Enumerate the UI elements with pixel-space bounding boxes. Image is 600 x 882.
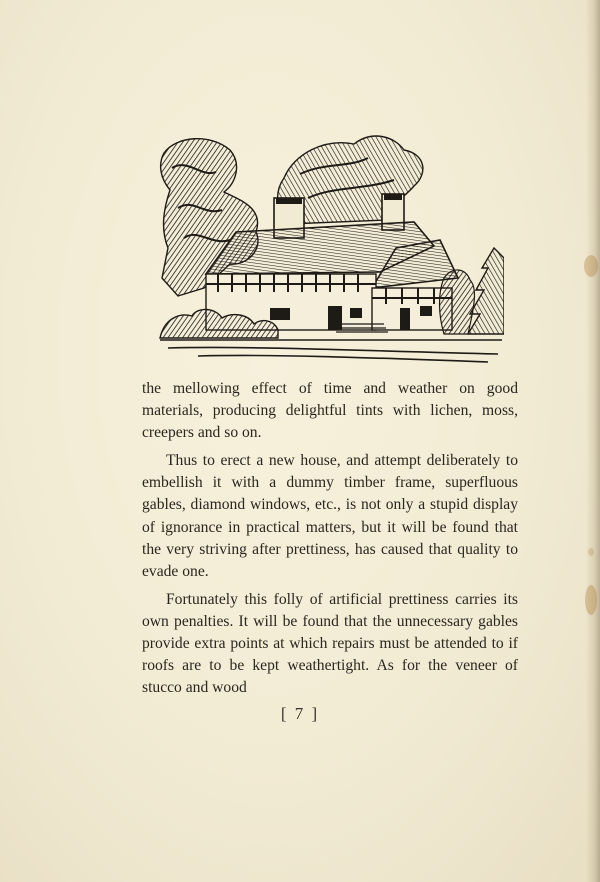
- window: [420, 306, 432, 316]
- shrub: [440, 270, 475, 334]
- page-number: [ 7 ]: [280, 704, 320, 723]
- cottage-illustration: [158, 128, 504, 364]
- door: [400, 308, 410, 330]
- paragraph: Thus to erect a new house, and attempt deliberately to embellish it with a dummy timber frame, superfluous gables, diamond windows, etc., is not only a stupid display of ignorance in practical matters, but it will be found that the very striving after prettiness, has caused that quality to evade one.: [142, 452, 518, 580]
- page-edge-shadow: [586, 0, 600, 882]
- paragraph: Fortunately this folly of artificial prettiness carries its own penalties. It will be found that the unnecessary gables provide extra points at which repairs must be attended to if roofs are to be kept weathertight. As for the veneer of stucco and wood: [142, 590, 518, 697]
- door: [328, 306, 342, 330]
- paragraph: the mellowing effect of time and weather on good materials, producing delightful tints with lichen, moss, creepers and so on.: [142, 380, 518, 442]
- window: [350, 308, 362, 318]
- body-text: [142, 378, 518, 699]
- paper-stain: [585, 585, 597, 615]
- window: [270, 308, 290, 320]
- ground-lines: [160, 340, 502, 362]
- paper-stain: [588, 548, 594, 556]
- paper-stain: [584, 255, 598, 277]
